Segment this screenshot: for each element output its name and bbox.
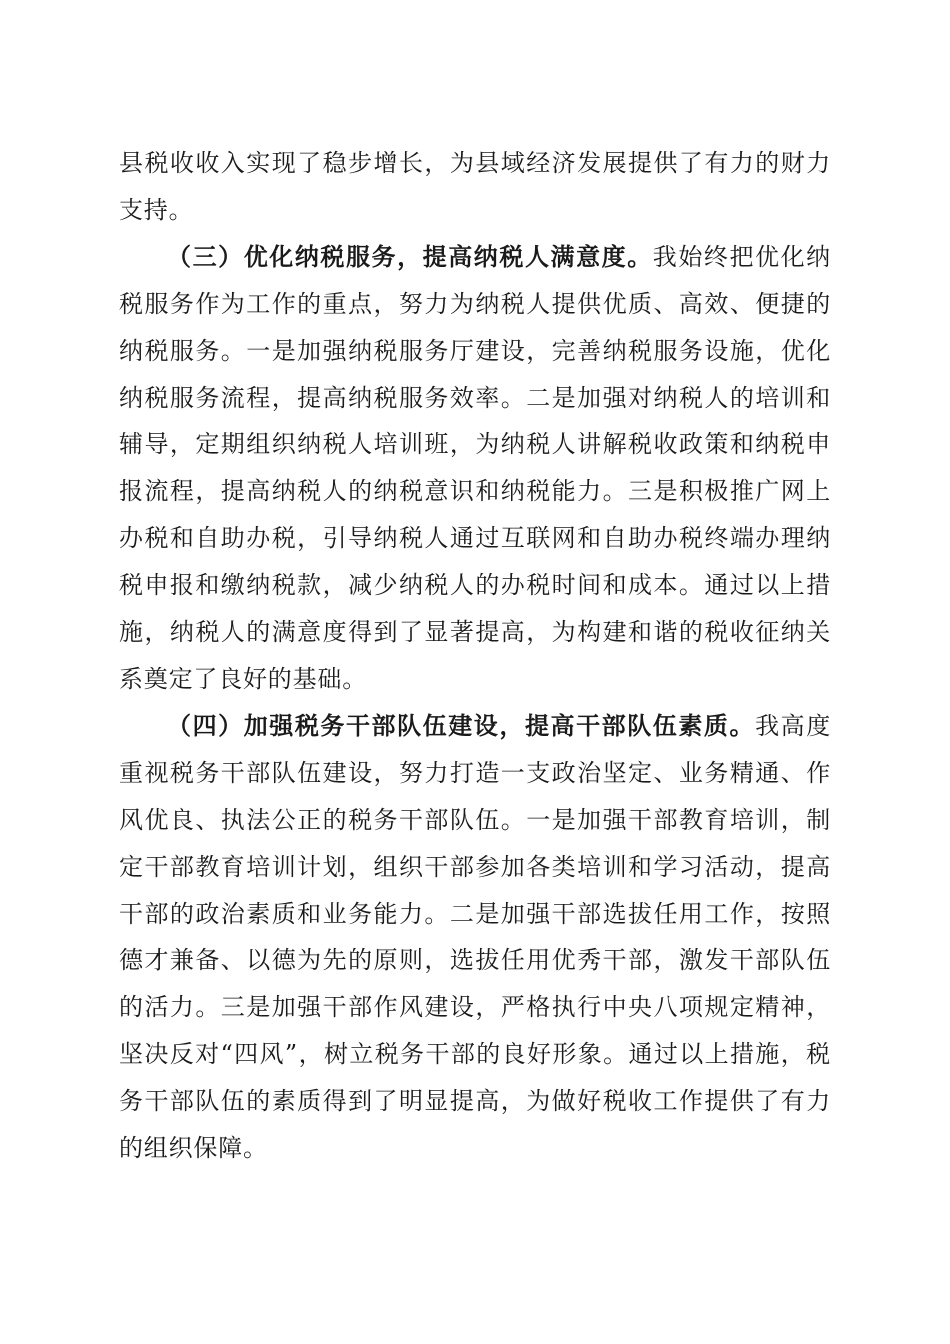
paragraph-body: 我高度重视税务干部队伍建设，努力打造一支政治坚定、业务精通、作风优良、执法公正的税务干部队伍。一是加强干部教育培训，制定干部教育培训计划，组织干部参加各类培训和学习活动，提高干部的政治素质和业务能力。二是加强干部选拔任用工作，按照德才兼备、以德为先的原则，选拔任用优秀干部，激发干部队伍的活力。三是加强干部作风建设，严格执行中央八项规定精神，坚决反对“四风”，树立税务干部的良好形象。通过以上措施，税务干部队伍的素质得到了明显提高，为做好税收工作提供了有力的组织保障。 [119,711,831,1163]
paragraph-continuation [119,140,831,234]
paragraph-body: 县税收收入实现了稳步增长，为县域经济发展提供了有力的财力支持。 [119,149,831,224]
paragraph-cadre-team [119,703,831,1172]
document-body [119,140,831,1172]
paragraph-body: 我始终把优化纳税服务作为工作的重点，努力为纳税人提供优质、高效、便捷的纳税服务。一是加强纳税服务厅建设，完善纳税服务设施，优化纳税服务流程，提高纳税服务效率。二是加强对纳税人的培训和辅导，定期组织纳税人培训班，为纳税人讲解税收政策和纳税申报流程，提高纳税人的纳税意识和纳税能力。三是积极推广网上办税和自助办税，引导纳税人通过互联网和自助办税终端办理纳税申报和缴纳税款，减少纳税人的办税时间和成本。通过以上措施，纳税人的满意度得到了显著提高，为构建和谐的税收征纳关系奠定了良好的基础。 [119,242,831,693]
section-heading-3: （三）优化纳税服务，提高纳税人满意度。 [167,241,653,271]
section-heading-4: （四）加强税务干部队伍建设，提高干部队伍素质。 [167,710,756,740]
paragraph-tax-service [119,234,831,703]
